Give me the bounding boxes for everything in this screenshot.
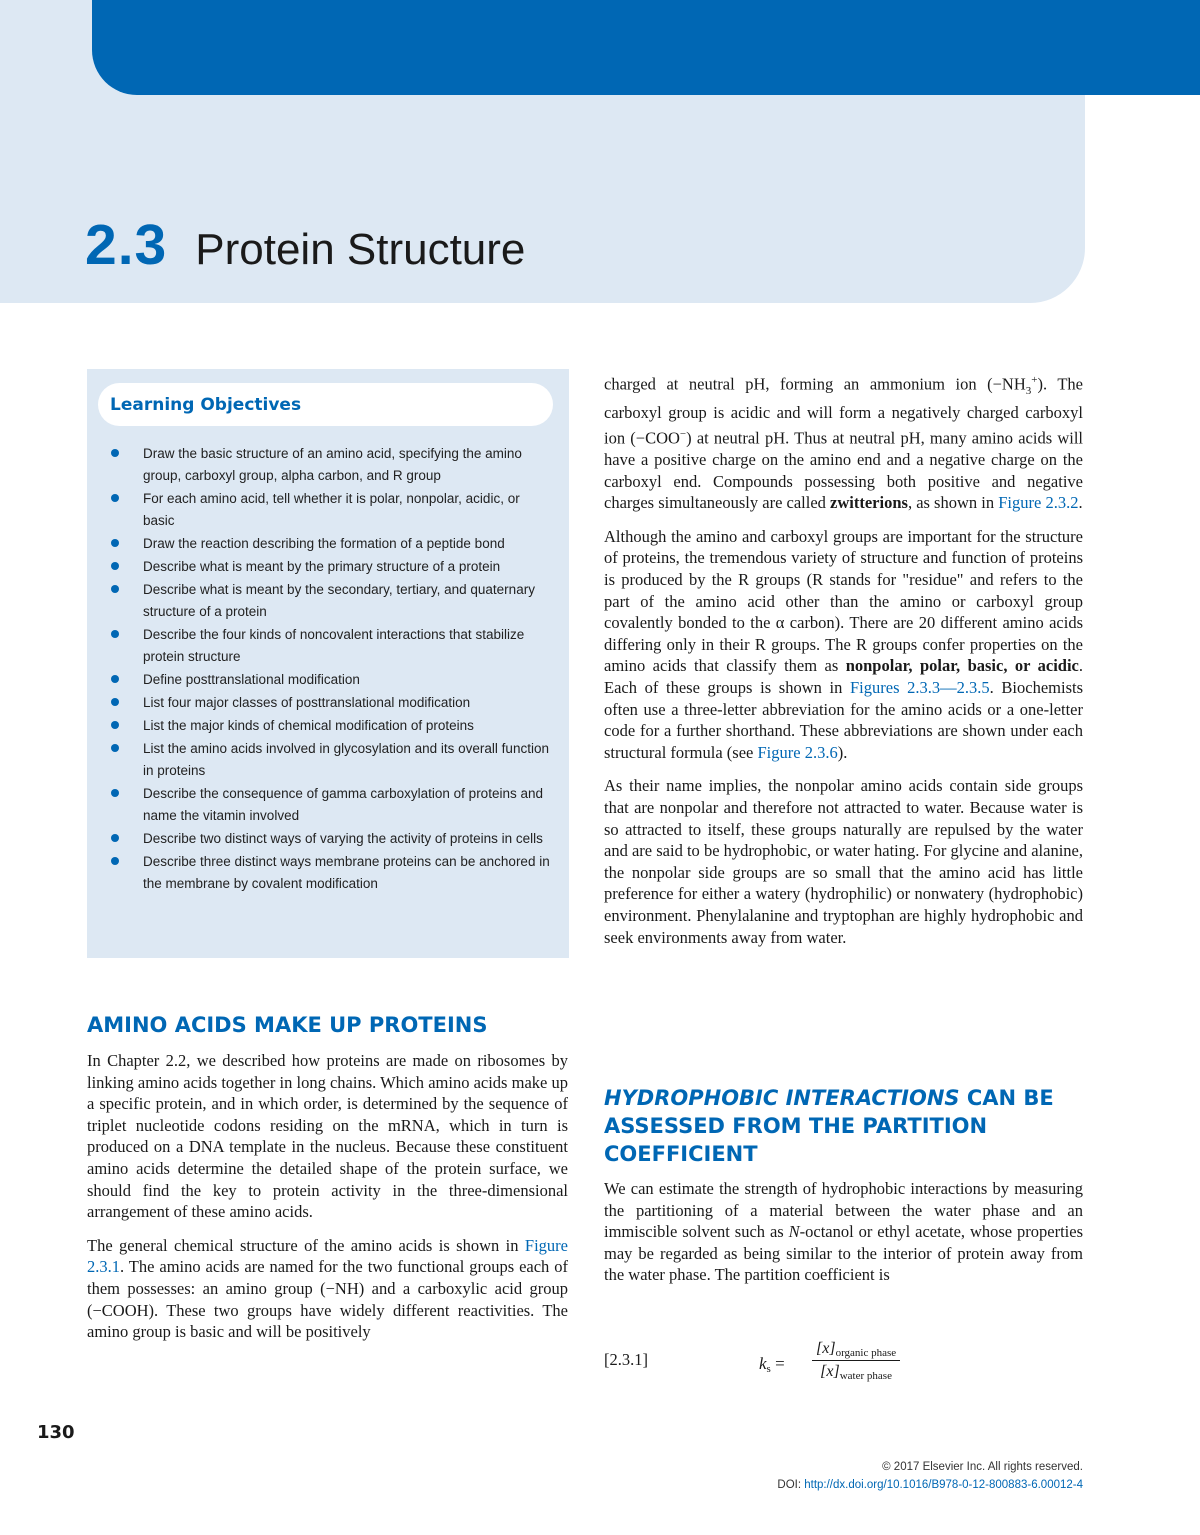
header-accent-bar (92, 0, 1200, 95)
paragraph: We can estimate the strength of hydrophobic interactions by measuring the partitioning of a material between the water phase and an immiscible solvent such as N-octanol or ethyl acetate, whose properties may be regarded as being similar to the interior of protein away from the water phase. The partition coefficient is (604, 1179, 1083, 1285)
objective-item: List the amino acids involved in glycosylation and its overall function in proteins (111, 738, 551, 782)
chapter-number: 2.3 (85, 213, 168, 277)
objective-item: Describe three distinct ways membrane proteins can be anchored in the membrane by covalent modification (111, 851, 551, 895)
bullet-icon (111, 698, 119, 706)
objective-item: Describe what is meant by the secondary, tertiary, and quaternary structure of a protein (111, 579, 551, 623)
partition-paragraph (604, 1178, 1083, 1298)
bullet-icon (111, 857, 119, 865)
objective-item: List four major classes of posttranslational modification (111, 692, 551, 714)
paragraph: Although the amino and carboxyl groups are important for the structure of proteins, the tremendous variety of structure and function of proteins is produced by the R groups (R stands for "residue" and refers to the part of the amino acid other than the amino or carboxyl group covalently bonded to the α carbon). There are 20 different amino acids differing only in their R groups. The R groups confer properties on the amino acids that classify them as nonpolar, polar, basic, or acidic. Each of these groups is shown in Figures 2.3.3—2.3.5. Biochemists often use a three-letter abbreviation for the amino acids or a one-letter code for a further shorthand. These abbreviations are shown under each structural formula (see Figure 2.3.6). (604, 526, 1084, 762)
bullet-icon (111, 675, 119, 683)
section-heading-amino-acids: AMINO ACIDS MAKE UP PROTEINS (87, 1013, 488, 1037)
equation-denominator: $[x]_{water phase}$ (820, 1363, 892, 1382)
objectives-heading: Learning Objectives (110, 395, 302, 415)
equation-2-3-1 (604, 1340, 1084, 1400)
bullet-icon (111, 539, 119, 547)
objective-item: Draw the basic structure of an amino acid, specifying the amino group, carboxyl group, alpha carbon, and R group (111, 443, 551, 487)
objective-item: Describe the consequence of gamma carboxylation of proteins and name the vitamin involved (111, 783, 551, 827)
figure-link[interactable]: Figure 2.3.1 (87, 1235, 568, 1277)
bullet-icon (111, 449, 119, 457)
paragraph: As their name implies, the nonpolar amino acids contain side groups that are nonpolar and therefore not attracted to water. Because water is so attracted to itself, these groups naturally are repulsed by the water and are said to be hydrophobic, or water hating. For glycine and alanine, the nonpolar side groups are so small that the amino acid has little preference for either a watery (hydrophilic) or nonwatery (hydrophobic) environment. Phenylalanine and tryptophan are highly hydrophobic and seek environments away from water. (604, 776, 1083, 947)
copyright-text: © 2017 Elsevier Inc. All rights reserved. (882, 1461, 1083, 1473)
paragraph: In Chapter 2.2, we described how proteins are made on ribosomes by linking amino acids together in long chains. Which amino acids make up a specific protein, and in which order, is determined by the sequence of triplet nucleotide codons residing on the mRNA, which in turn is produced on a DNA template in the nucleus. Because these constituent amino acids determine the detailed shape of the protein surface, we should find the key to protein activity in the three-dimensional arrangement of these amino acids. (87, 1051, 568, 1222)
objective-item: Draw the reaction describing the formation of a peptide bond (111, 533, 551, 555)
chapter-heading (85, 212, 525, 278)
bullet-icon (111, 789, 119, 797)
objectives-list (111, 443, 551, 896)
bullet-icon (111, 744, 119, 752)
paragraph: The general chemical structure of the amino acids is shown in Figure 2.3.1. The amino acids are named for the two functional groups each of them possesses: an amino group (−NH) and a carboxylic acid group (−COOH). These two groups have widely different reactivities. The amino group is basic and will be positively (87, 1235, 568, 1342)
bullet-icon (111, 562, 119, 570)
objectives-heading-pill (98, 383, 553, 426)
equation-numerator: $[x]_{organic phase}$ (812, 1340, 900, 1361)
equation-fraction (812, 1340, 900, 1382)
objective-item: List the major kinds of chemical modification of proteins (111, 715, 551, 737)
objective-item: Describe what is meant by the primary structure of a protein (111, 556, 551, 578)
bullet-icon (111, 721, 119, 729)
paragraph: charged at neutral pH, forming an ammonium ion $(-NH_3^+)$. The carboxyl group is acidic and will form a negatively charged carboxyl ion (−COO−) at neutral pH. Thus at neutral pH, many amino acids will have a positive charge on the amino end and a negative charge on the carboxyl end. Compounds possessing both positive and negative charges simultaneously are called zwitterions, as shown in Figure 2.3.2. (604, 374, 1083, 513)
figure-link[interactable]: Figure 2.3.2 (998, 493, 1079, 513)
figure-link[interactable]: Figure 2.3.6 (757, 742, 838, 762)
right-column-text (604, 370, 1083, 960)
chapter-title: Protein Structure (195, 225, 526, 274)
copyright-footer (777, 1458, 1083, 1494)
equation-number: [2.3.1] (604, 1350, 648, 1369)
bullet-icon (111, 630, 119, 638)
objective-item: Describe the four kinds of noncovalent interactions that stabilize protein structure (111, 624, 551, 668)
bullet-icon (111, 494, 119, 502)
objective-item: For each amino acid, tell whether it is polar, nonpolar, acidic, or basic (111, 488, 551, 532)
equation-lhs: $k_s$ = (759, 1354, 785, 1375)
doi-link[interactable]: http://dx.doi.org/10.1016/B978-0-12-800883-6.00012-4 (804, 1479, 1083, 1491)
learning-objectives-box (87, 369, 569, 958)
objective-item: Describe two distinct ways of varying the activity of proteins in cells (111, 828, 551, 850)
bullet-icon (111, 585, 119, 593)
section-heading-hydrophobic: HYDROPHOBIC INTERACTIONS CAN BE ASSESSED FROM THE PARTITION COEFFICIENT (604, 1086, 1054, 1166)
doi-line: DOI: http://dx.doi.org/10.1016/B978-0-12-800883-6.00012-4 (777, 1479, 1083, 1491)
page-number: 130 (37, 1422, 75, 1443)
left-column-text (87, 1050, 568, 1355)
bullet-icon (111, 834, 119, 842)
figure-link[interactable]: Figures 2.3.3—2.3.5 (850, 678, 990, 698)
objective-item: Define posttranslational modification (111, 669, 551, 691)
